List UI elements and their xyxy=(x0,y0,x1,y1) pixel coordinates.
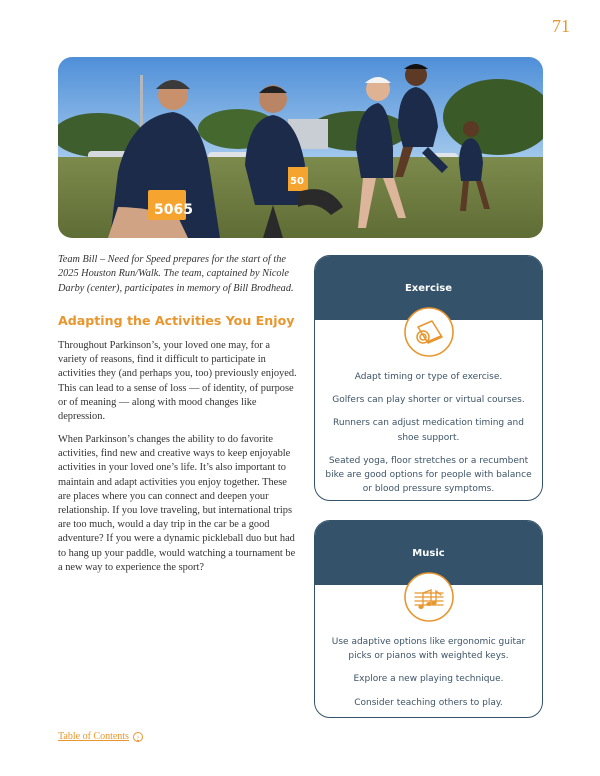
list-item: Seated yoga, floor stretches or a recumbent bike are good options for people with balance or blood pressure symptoms. xyxy=(325,455,532,495)
exercise-card-title: Exercise xyxy=(315,256,542,320)
music-card xyxy=(314,520,543,718)
table-of-contents-link[interactable] xyxy=(58,731,143,742)
team-photo xyxy=(58,57,543,238)
list-item: Explore a new playing technique. xyxy=(353,674,504,685)
body-paragraph-1: Throughout Parkinson’s, your loved one may, for a variety of reasons, find it difficult to participate in activities they (and perhaps you, too) previously enjoyed. This can lead to a sense of loss — of identity, of purpose or of meaning — along with mood changes like depression. xyxy=(58,340,297,423)
bib-number-2: 50 xyxy=(290,176,304,187)
table-of-contents-label: Table of Contents xyxy=(58,731,129,742)
music-card-title: Music xyxy=(315,521,542,585)
yoga-mat-icon xyxy=(403,306,455,358)
bib-number: 5065 xyxy=(154,202,193,218)
exercise-tips-list xyxy=(315,370,542,496)
list-item: Golfers can play shorter or virtual courses. xyxy=(332,395,525,406)
list-item: Adapt timing or type of exercise. xyxy=(354,372,503,382)
list-item: Consider teaching others to play. xyxy=(354,697,503,708)
exercise-card xyxy=(314,255,543,501)
body-paragraph-2: When Parkinson’s changes the ability to do favorite activities, find new and creative ways to keep enjoyable activities in your loved one’s life. It’s also important to maintain and adapt activities you enjoy together. These are places where you can connect and deepen your relationship. If you love traveling, but international trips are too much, would a day trip in the car be a good adventure? If you were a dynamic pickleball duo but had to hang up your paddle, would watching a tournament be a new way to experience the sport? xyxy=(58,434,296,573)
list-item: Runners can adjust medication timing and shoe support. xyxy=(333,418,524,443)
photo-caption: Team Bill – Need for Speed prepares for the start of the 2025 Houston Run/Walk. The team, captained by Nicole Darby (center), participates in memory of Bill Brodhead. xyxy=(58,254,294,294)
section-heading: Adapting the Activities You Enjoy xyxy=(58,313,295,328)
music-tips-list xyxy=(315,635,542,710)
music-notes-icon xyxy=(403,571,455,623)
list-item: Use adaptive options like ergonomic guitar picks or pianos with weighted keys. xyxy=(331,637,526,662)
page-number: 71 xyxy=(552,16,570,36)
chevron-right-icon: › xyxy=(133,732,143,742)
